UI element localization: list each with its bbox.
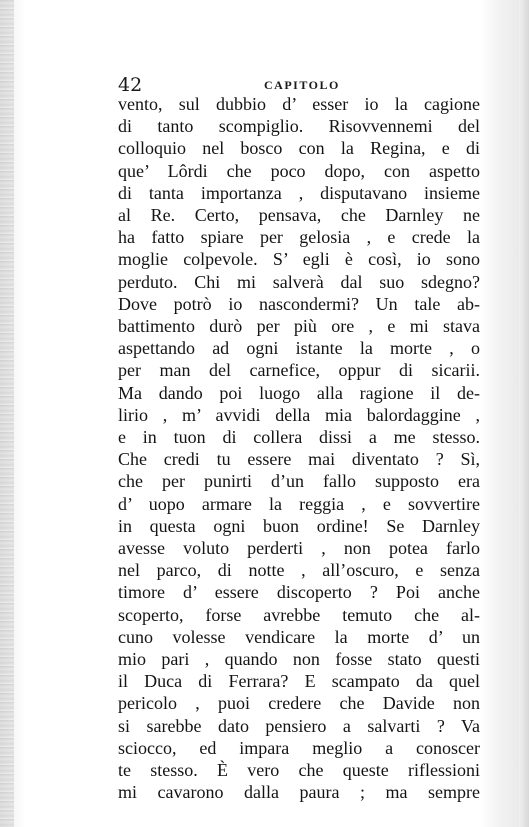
text-line: cuno volesse vendicare la morte d’ un	[118, 626, 480, 647]
text-line: per man del carnefice, oppur di sicarii.	[118, 360, 480, 381]
text-line: d’ uopo armare la reggia , e sovvertire	[118, 493, 480, 514]
text-line: ha fatto spiare per gelosia , e crede la	[118, 227, 480, 248]
text-line: in questa ogni buon ordine! Se Darnley	[118, 515, 480, 536]
text-line: aspettando ad ogni istante la morte , o	[118, 338, 480, 359]
text-line: Dove potrò io nascondermi? Un tale ab-	[118, 293, 480, 314]
text-line: te stesso. È vero che queste riflessioni	[118, 760, 480, 781]
text-line: que’ Lôrdi che poco dopo, con aspetto	[118, 160, 480, 181]
text-line: pericolo , puoi credere che Davide non	[118, 693, 480, 714]
page-number: 42	[118, 74, 143, 96]
text-line: lirio , m’ avvidi della mia balordaggine ,	[118, 404, 480, 425]
text-line: scoperto, forse avrebbe temuto che al-	[118, 604, 480, 625]
text-line: Ma dando poi luogo alla ragione il de-	[118, 382, 480, 403]
text-line: mio pari , quando non fosse stato questi	[118, 649, 480, 670]
text-line: si sarebbe dato pensiero a salvarti ? Va	[118, 715, 480, 736]
page-left-edge	[0, 0, 14, 827]
text-line: sciocco, ed impara meglio a conoscer	[118, 737, 480, 758]
text-line: perduto. Chi mi salverà dal suo sdegno?	[118, 271, 480, 292]
text-line: di tanto scompiglio. Risovvennemi del	[118, 116, 480, 137]
page-header	[118, 74, 478, 94]
text-line: colloquio nel bosco con la Regina, e di	[118, 138, 480, 159]
text-line: vento, sul dubbio d’ esser io la cagione	[118, 94, 480, 114]
text-line: moglie colpevole. S’ egli è così, io sono	[118, 249, 480, 270]
text-line: timore d’ essere discoperto ? Poi anche	[118, 582, 480, 603]
text-line: che per punirti d’un fallo supposto era	[118, 471, 480, 492]
page-right-edge	[519, 0, 529, 827]
text-line: il Duca di Ferrara? E scampato da quel	[118, 671, 480, 692]
running-head: CAPITOLO	[264, 78, 340, 92]
text-line: al Re. Certo, pensava, che Darnley ne	[118, 205, 480, 226]
text-line: mi cavarono dalla paura ; ma sempre	[118, 782, 480, 803]
text-line: nel parco, di notte , all’oscuro, e senza	[118, 560, 480, 581]
text-line: avesse voluto perderti , non potea farlo	[118, 538, 480, 559]
text-line: Che credi tu essere mai diventato ? Sì,	[118, 449, 480, 470]
text-line: e in tuon di collera dissi a me stesso.	[118, 427, 480, 448]
text-line: battimento durò per più ore , e mi stava	[118, 316, 480, 337]
text-line: di tanta importanza , disputavano insieme	[118, 182, 480, 203]
body-text	[118, 93, 480, 804]
